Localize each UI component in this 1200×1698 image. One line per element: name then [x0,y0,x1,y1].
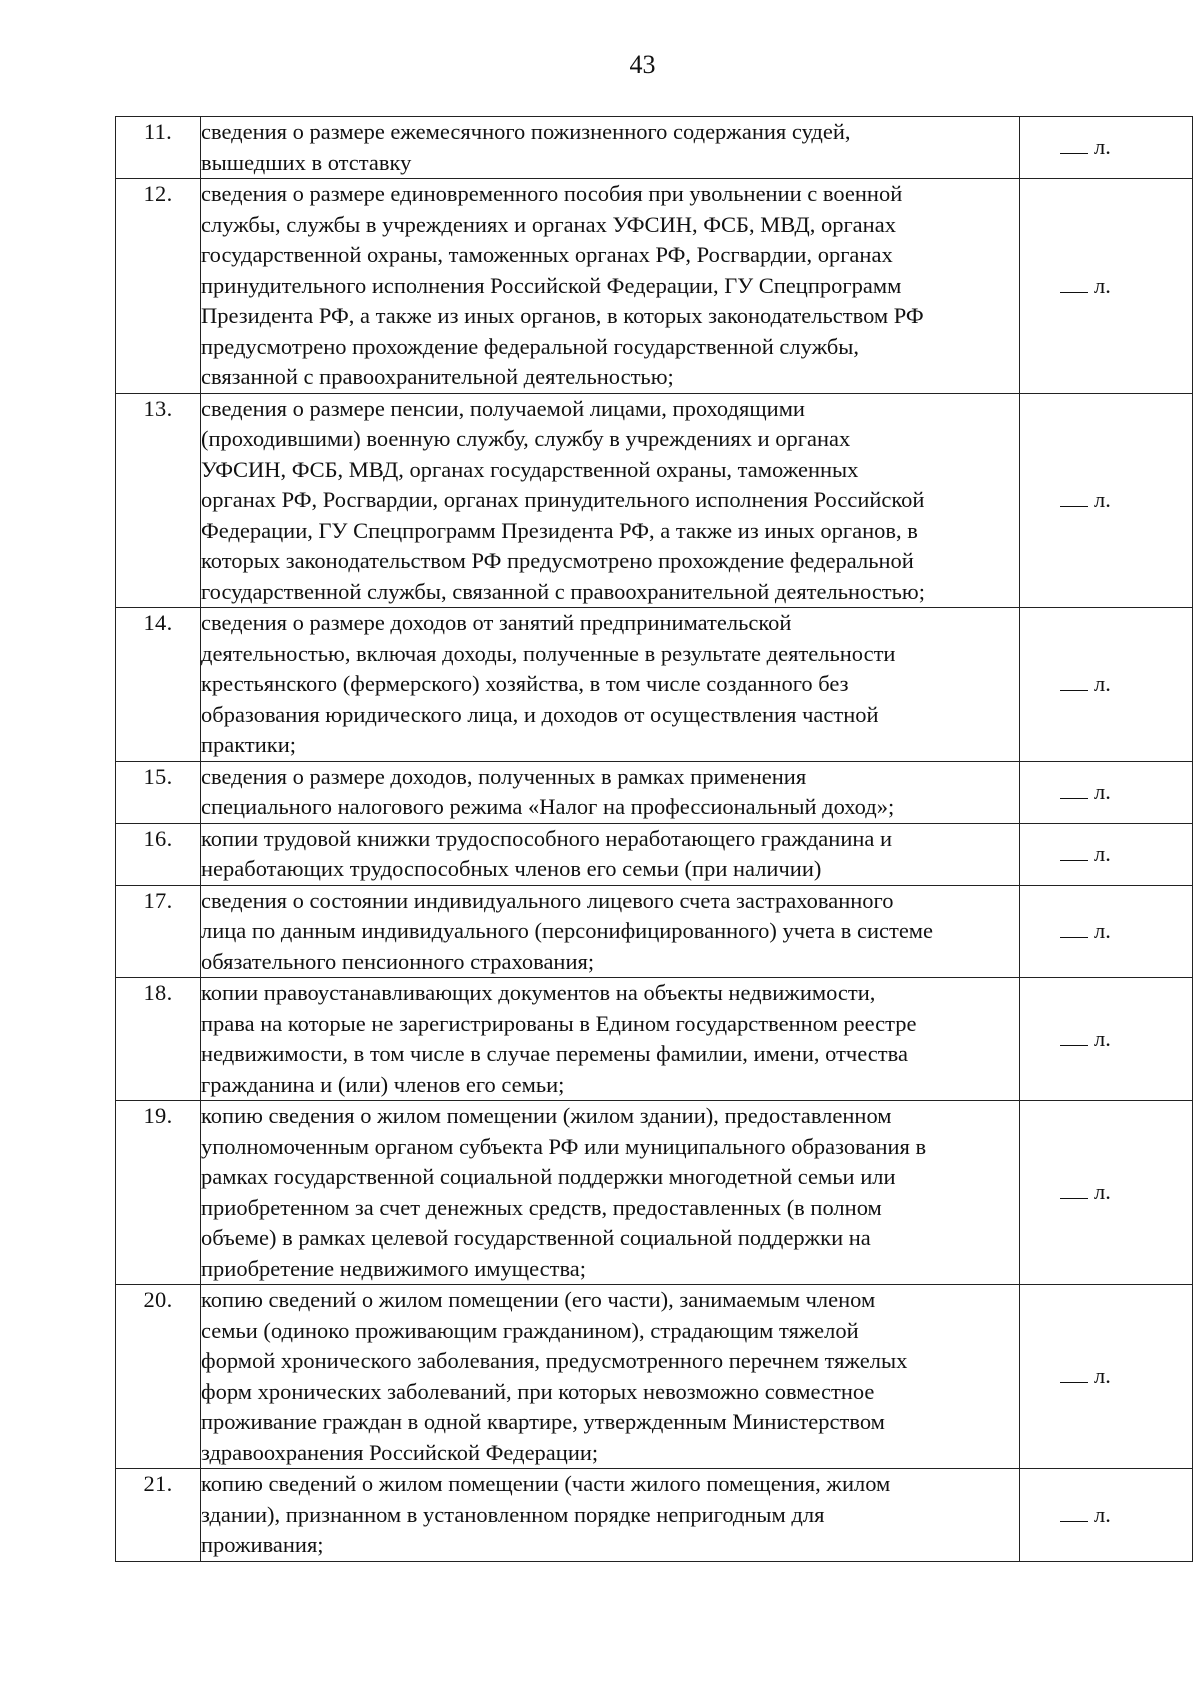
sheet-count-blank [1060,780,1088,799]
table-row [116,885,1193,978]
description-line: проживания; [201,1532,324,1557]
description-line: предусмотрено прохождение федеральной государственной службы, [201,333,860,359]
description-line: гражданина и (или) членов его семьи; [201,1071,565,1097]
table-row [116,761,1193,823]
description-line: семьи (одиноко проживающим гражданином), страдающим тяжелой [201,1317,859,1343]
description-line: которых законодательством РФ предусмотрено прохождение федеральной [201,548,914,573]
row-sheets-cell [1020,393,1193,608]
description-line: принудительного исполнения Российской Федерации, ГУ Спецпрограмм [201,272,902,298]
description-line: связанной с правоохранительной деятельностью; [201,364,674,389]
sheet-suffix-label: л. [1094,487,1111,512]
row-description-cell [201,1469,1020,1562]
row-number-cell [116,608,201,762]
sheet-count-blank [1060,135,1088,154]
row-sheets-cell [1020,978,1193,1101]
description-line: здравоохранения Российской Федерации; [201,1439,599,1465]
page-number: 43 [629,50,656,79]
sheet-count-blank [1060,1180,1088,1199]
row-sheets-cell [1020,1285,1193,1469]
sheet-suffix-label: л. [1094,1025,1111,1051]
description-line: неработающих трудоспособных членов его семьи (при наличии) [201,856,822,881]
description-line: специального налогового режима «Налог на профессиональный доход»; [201,794,895,819]
sheet-count-blank [1060,488,1088,507]
row-sheets-cell [1020,1101,1193,1285]
table-row [116,179,1193,394]
table-row [116,823,1193,885]
sheet-suffix-label: л. [1094,1179,1111,1205]
sheet-suffix-label: л. [1094,134,1111,160]
description-line: органах РФ, Росгвардии, органах принудительного исполнения Российской [201,487,925,512]
row-description-cell [201,608,1020,762]
description-line: приобретение недвижимого имущества; [201,1255,587,1281]
table-row [116,117,1193,179]
description-line: Президента РФ, а также из иных органов, в которых законодательством РФ [201,303,924,328]
description-line: копию сведения о жилом помещении (жилом здании), предоставленном [201,1103,892,1128]
description-line: уполномоченным органом субъекта РФ или муниципального образования в [201,1133,927,1159]
table-row [116,1101,1193,1285]
sheet-count-blank [1060,274,1088,293]
row-number: 18. [143,980,173,1005]
description-line: деятельностью, включая доходы, полученные в результате деятельности [201,640,896,666]
sheet-suffix-label: л. [1094,918,1111,943]
description-line: здании), признанном в установленном порядке непригодным для [201,1501,825,1527]
row-sheets-cell [1020,117,1193,179]
description-line: копию сведений о жилом помещении (его части), занимаемым членом [201,1287,876,1312]
description-line: проживание граждан в одной квартире, утвержденным Министерством [201,1409,885,1434]
description-line: копии правоустанавливающих документов на объекты недвижимости, [201,980,876,1005]
sheet-count-blank [1060,672,1088,691]
row-number: 15. [143,763,173,789]
sheet-count-blank [1060,919,1088,938]
row-number-cell [116,885,201,978]
description-line: сведения о размере доходов от занятий предпринимательской [201,610,792,635]
row-description-cell [201,761,1020,823]
description-line: (проходившими) военную службу, службу в учреждениях и органах [201,426,851,451]
sheet-suffix-label: л. [1094,840,1111,866]
description-line: образования юридического лица, и доходов от осуществления частной [201,701,879,727]
row-number: 11. [143,119,173,144]
row-number-cell [116,761,201,823]
row-sheets-cell [1020,823,1193,885]
description-line: рамках государственной социальной поддержки многодетной семьи или [201,1164,896,1189]
sheet-suffix-label: л. [1094,1363,1111,1389]
row-description-cell [201,823,1020,885]
row-number: 20. [143,1287,173,1312]
row-number: 14. [143,610,173,635]
row-number-cell [116,1101,201,1285]
description-line: объеме) в рамках целевой государственной социальной поддержки на [201,1225,871,1250]
table-row [116,978,1193,1101]
row-sheets-cell [1020,1469,1193,1562]
description-line: государственной охраны, таможенных органах РФ, Росгвардии, органах [201,242,893,267]
description-line: копию сведений о жилом помещении (части жилого помещения, жилом [201,1471,891,1496]
row-number-cell [116,393,201,608]
table-row [116,1469,1193,1562]
sheet-suffix-label: л. [1094,272,1111,298]
row-number-cell [116,1285,201,1469]
description-line: приобретенном за счет денежных средств, предоставленных (в полном [201,1194,882,1220]
row-description-cell [201,978,1020,1101]
table-row [116,1285,1193,1469]
row-number: 12. [143,181,173,206]
sheet-suffix-label: л. [1094,778,1111,804]
description-line: крестьянского (фермерского) хозяйства, в том числе созданного без [201,671,849,696]
row-sheets-cell [1020,179,1193,394]
row-number-cell [116,1469,201,1562]
row-number: 19. [143,1103,173,1128]
description-line: обязательного пенсионного страхования; [201,948,595,974]
description-line: сведения о размере пенсии, получаемой лицами, проходящими [201,395,805,421]
description-line: формой хронического заболевания, предусмотренного перечнем тяжелых [201,1348,908,1373]
row-number: 16. [143,825,173,851]
sheet-count-blank [1060,842,1088,861]
description-line: вышедших в отставку [201,149,412,175]
description-line: копии трудовой книжки трудоспособного неработающего гражданина и [201,825,893,851]
row-description-cell [201,1285,1020,1469]
row-sheets-cell [1020,885,1193,978]
sheet-suffix-label: л. [1094,1501,1111,1527]
sheet-count-blank [1060,1503,1088,1522]
row-description-cell [201,885,1020,978]
row-number: 17. [143,887,173,913]
sheet-count-blank [1060,1364,1088,1383]
row-description-cell [201,393,1020,608]
table-row [116,393,1193,608]
description-line: сведения о размере единовременного пособия при увольнении с военной [201,181,903,206]
row-number-cell [116,117,201,179]
row-number-cell [116,823,201,885]
row-number-cell [116,179,201,394]
description-line: права на которые не зарегистрированы в Едином государственном реестре [201,1010,917,1036]
documents-table-body [116,117,1193,1562]
description-line: Федерации, ГУ Спецпрограмм Президента РФ, а также из иных органов, в [201,517,918,543]
description-line: сведения о состоянии индивидуального лицевого счета застрахованного [201,887,894,913]
sheet-suffix-label: л. [1094,671,1111,696]
description-line: практики; [201,732,297,757]
description-line: УФСИН, ФСБ, МВД, органах государственной охраны, таможенных [201,456,859,482]
documents-table [115,116,1193,1562]
sheet-count-blank [1060,1027,1088,1046]
description-line: недвижимости, в том числе в случае перемены фамилии, имени, отчества [201,1041,908,1066]
description-line: форм хронических заболеваний, при которых невозможно совместное [201,1378,875,1404]
description-line: государственной службы, связанной с правоохранительной деятельностью; [201,578,925,604]
description-line: сведения о размере ежемесячного пожизненного содержания судей, [201,119,851,144]
row-description-cell [201,179,1020,394]
description-line: службы, службы в учреждениях и органах УФСИН, ФСБ, МВД, органах [201,211,896,237]
row-sheets-cell [1020,608,1193,762]
description-line: сведения о размере доходов, полученных в рамках применения [201,763,807,789]
table-row [116,608,1193,762]
row-number: 21. [143,1471,173,1496]
row-number: 13. [143,395,173,421]
row-description-cell [201,117,1020,179]
row-description-cell [201,1101,1020,1285]
description-line: лица по данным индивидуального (персонифицированного) учета в системе [201,918,934,943]
row-sheets-cell [1020,761,1193,823]
row-number-cell [116,978,201,1101]
